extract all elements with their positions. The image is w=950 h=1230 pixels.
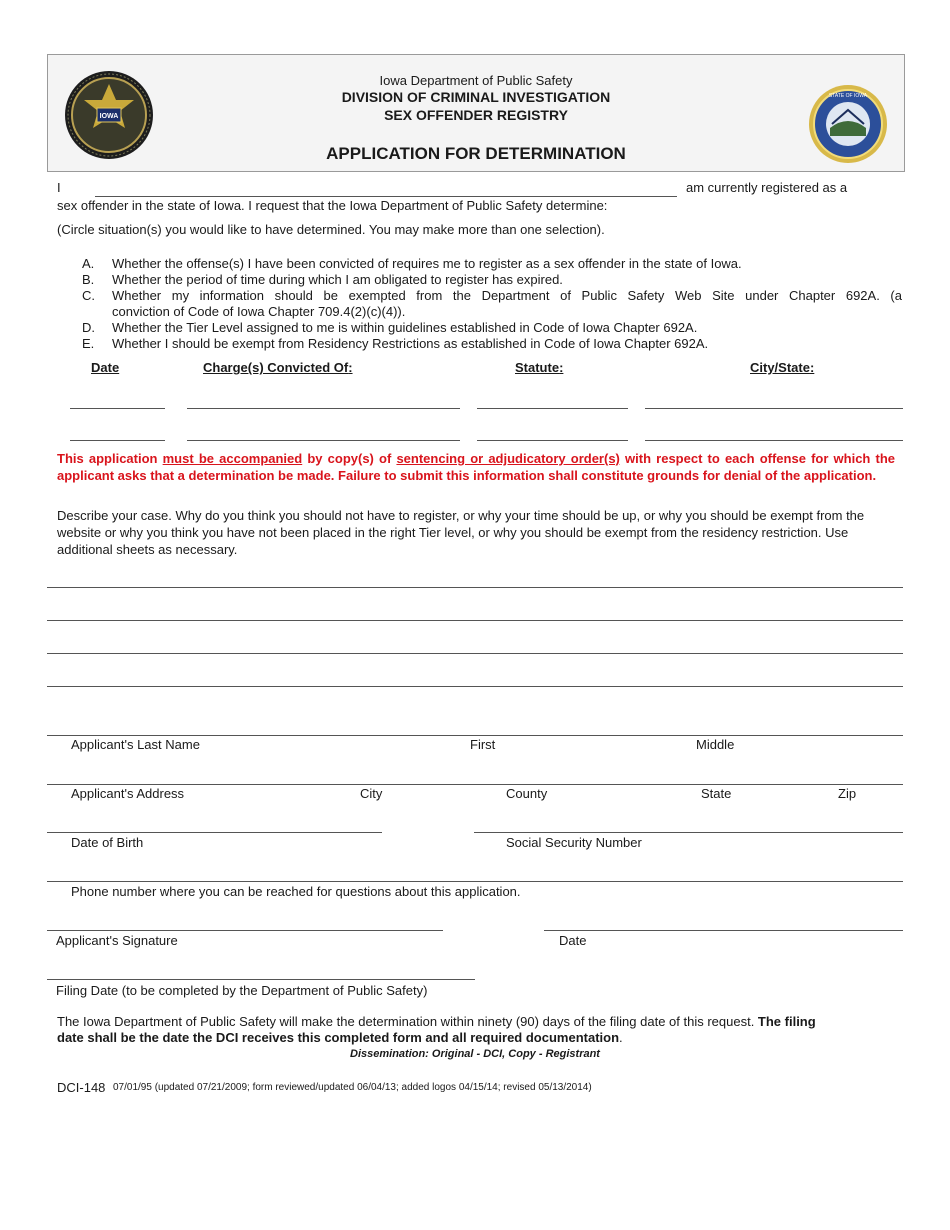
- city-state-column-header: [750, 360, 814, 375]
- signature-date-label: Date: [559, 933, 587, 948]
- determination-notice: [57, 1014, 897, 1046]
- filing-date-label: Filing Date (to be completed by the Department of Public Safety): [56, 983, 428, 998]
- charges-colon: :: [348, 360, 353, 375]
- right-seal-label: STATE OF IOWA: [828, 93, 868, 99]
- description-line-3[interactable]: [47, 653, 903, 654]
- middle-name-label: Middle: [696, 737, 735, 752]
- warning-emphasis: sentencing or adjudicatory order(s): [396, 451, 620, 466]
- option-letter: D.: [82, 320, 95, 335]
- option-text: Whether my information should be exempted from the Department of Public Safety Web Site under Chapter 692A. (a: [112, 288, 902, 303]
- option-text: Whether the Tier Level assigned to me is within guidelines established in Code of Iowa Chapter 692A.: [112, 320, 698, 335]
- option-text: Whether the period of time during which I am obligated to register has expired.: [112, 272, 563, 287]
- dob-label: Date of Birth: [71, 835, 144, 850]
- page-title: APPLICATION FOR DETERMINATION: [326, 144, 626, 163]
- zip-label: Zip: [838, 786, 857, 801]
- statute-field-2[interactable]: [477, 440, 628, 441]
- dissemination-note: Dissemination: Original - DCI, Copy - Registrant: [350, 1048, 600, 1060]
- circle-instruction: (Circle situation(s) you would like to have determined. You may make more than one selection).: [57, 222, 605, 237]
- option-letter: E.: [82, 336, 95, 351]
- date-field-2[interactable]: [70, 440, 165, 441]
- notice-text: .: [619, 1030, 623, 1045]
- intro-prefix: I: [57, 180, 61, 195]
- warning-notice: [57, 450, 895, 484]
- phone-field[interactable]: [47, 881, 903, 882]
- left-seal-label: IOWA: [99, 113, 119, 120]
- notice-bold: The filing: [757, 1014, 816, 1029]
- warning-text: This application: [57, 451, 163, 466]
- ssn-label: Social Security Number: [506, 835, 642, 850]
- charges-label: Charge(s) Convicted Of: [203, 360, 349, 375]
- address-label: Applicant's Address: [71, 786, 185, 801]
- form-id: DCI-148: [57, 1080, 106, 1095]
- last-name-label: Applicant's Last Name: [71, 737, 200, 752]
- address-field[interactable]: [47, 784, 903, 785]
- option-letter: C.: [82, 288, 95, 303]
- charges-field-2[interactable]: [187, 440, 460, 441]
- option-letter: A.: [82, 256, 95, 271]
- date-column-header: Date: [91, 360, 120, 375]
- dob-field[interactable]: [47, 832, 382, 833]
- warning-text: with respect to each offense for which the applicant asks that a determination be made. Failure to submit this information shall constitute grounds for denial of the application.: [57, 451, 896, 483]
- filing-date-field: [47, 979, 475, 980]
- description-line-4[interactable]: [47, 686, 903, 687]
- city-state-label: City/State: [750, 360, 810, 375]
- city-state-field-2[interactable]: [645, 440, 903, 441]
- warning-text: by copy(s) of: [302, 451, 397, 466]
- date-field-1[interactable]: [70, 408, 165, 409]
- intro-suffix: am currently registered as a: [686, 180, 848, 195]
- description-line-1[interactable]: [47, 587, 903, 588]
- agency-name: Iowa Department of Public Safety: [379, 73, 573, 88]
- signature-field[interactable]: [47, 930, 443, 931]
- state-label: State: [701, 786, 732, 801]
- signature-date-field[interactable]: [544, 930, 903, 931]
- option-letter: B.: [82, 272, 95, 287]
- description-line-2[interactable]: [47, 620, 903, 621]
- intro-line: sex offender in the state of Iowa. I request that the Iowa Department of Public Safety determine:: [57, 198, 608, 213]
- option-text: Whether the offense(s) I have been convicted of requires me to register as a sex offender in the state of Iowa.: [112, 256, 742, 271]
- applicant-name-field[interactable]: [95, 196, 677, 197]
- statute-column-header: [515, 360, 563, 375]
- option-c[interactable]: [82, 288, 902, 320]
- option-b[interactable]: [82, 272, 902, 288]
- statute-field-1[interactable]: [477, 408, 628, 409]
- city-state-colon: :: [809, 360, 815, 375]
- describe-instructions: Describe your case. Why do you think you should not have to register, or why your time should be up, or why you should be exempt from the website or why you think you have not been placed in the right Tier level, or why you should be exempt from the residency restriction. Use additional sheets as necessary.: [57, 508, 865, 557]
- city-state-field-1[interactable]: [645, 408, 903, 409]
- statute-colon: :: [559, 360, 564, 375]
- revision-history: 07/01/95 (updated 07/21/2009; form reviewed/updated 06/04/13; added logos 04/15/14; revised 05/13/2014): [113, 1082, 592, 1093]
- city-label: City: [360, 786, 383, 801]
- county-label: County: [506, 786, 548, 801]
- option-e[interactable]: [82, 336, 902, 352]
- charges-column-header: [203, 360, 353, 375]
- charges-field-1[interactable]: [187, 408, 460, 409]
- option-d[interactable]: [82, 320, 902, 336]
- option-text-continued: conviction of Code of Iowa Chapter 709.4(2)(c)(4)).: [112, 304, 406, 319]
- notice-bold: date shall be the date the DCI receives this completed form and all required documentation: [57, 1030, 620, 1045]
- option-a[interactable]: [82, 256, 902, 272]
- signature-label: Applicant's Signature: [56, 933, 178, 948]
- statute-label: Statute: [515, 360, 560, 375]
- option-text: Whether I should be exempt from Residency Restrictions as established in Code of Iowa Chapter 692A.: [112, 336, 709, 351]
- registry-name: SEX OFFENDER REGISTRY: [384, 107, 568, 123]
- phone-label: Phone number where you can be reached for questions about this application.: [71, 884, 521, 899]
- first-name-label: First: [470, 737, 496, 752]
- ssn-field[interactable]: [474, 832, 903, 833]
- notice-text: The Iowa Department of Public Safety will make the determination within ninety (90) days of the filing date of this request.: [57, 1014, 758, 1029]
- division-name: DIVISION OF CRIMINAL INVESTIGATION: [341, 89, 611, 105]
- warning-emphasis: must be accompanied: [162, 451, 303, 466]
- name-field[interactable]: [47, 735, 903, 736]
